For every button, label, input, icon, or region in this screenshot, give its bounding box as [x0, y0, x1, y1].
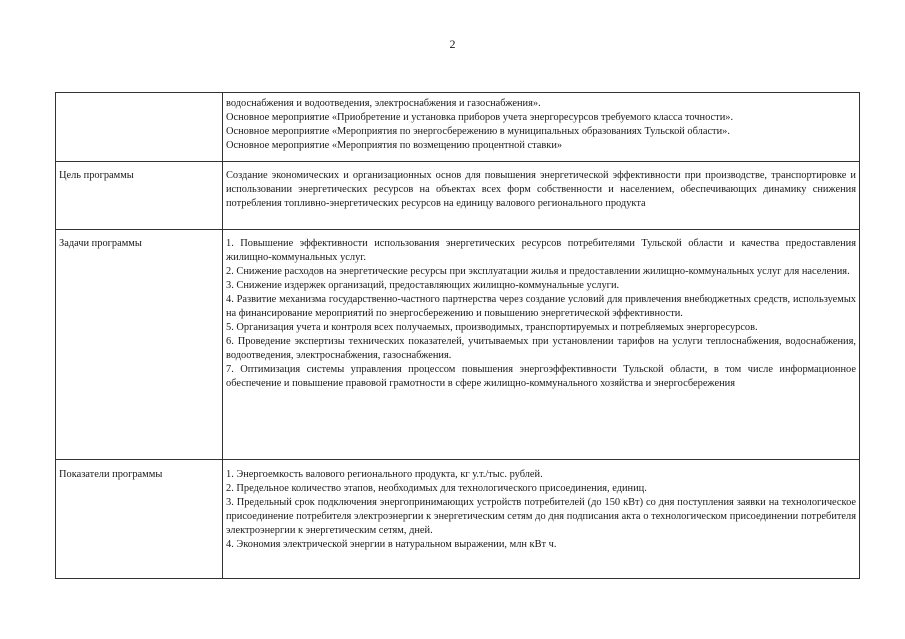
content-paragraph: 1. Повышение эффективности использования энергетических ресурсов потребителями Тульской области и качества предоставления жилищно-коммунальных услуг. — [226, 238, 856, 263]
content-paragraph: 1. Энергоемкость валового регионального продукта, кг у.т./тыс. рублей. — [226, 469, 543, 480]
row-label-cell — [56, 162, 223, 230]
content-paragraph: водоснабжения и водоотведения, электроснабжения и газоснабжения». — [226, 98, 541, 109]
row-content-cell — [223, 460, 860, 579]
row-label — [59, 97, 219, 98]
row-label-cell — [56, 460, 223, 579]
content-paragraph: 7. Оптимизация системы управления процессом повышения энергоэффективности Тульской области, в том числе информационное обеспечение и повышение правовой грамотности в сфере жилищно-коммунального хозяйства и энергосбережения — [226, 364, 856, 389]
table-row-continuation — [56, 93, 860, 162]
content-paragraph: Основное мероприятие «Мероприятия по энергосбережению в муниципальных образованиях Тульской области». — [226, 126, 730, 137]
page-number: 2 — [449, 37, 456, 51]
row-content-cell — [223, 93, 860, 162]
content-paragraph: 2. Снижение расходов на энергетические ресурсы при эксплуатации жилья и предоставлении жилищно-коммунальных услуг для населения. — [226, 266, 850, 277]
table-row-goal — [56, 162, 860, 230]
row-label-cell — [56, 230, 223, 460]
content-paragraph: 5. Организация учета и контроля всех получаемых, производимых, транспортируемых и потребляемых энергоресурсов. — [226, 322, 758, 333]
content-paragraph: Создание экономических и организационных основ для повышения энергетической эффективности при производстве, транспортировке и использовании энергетических ресурсов на объектах всех форм собственности и населением, обеспечивающих динамику снижения потребления топливно-энергетических ресурсов на единицу валового регионального продукта — [226, 170, 856, 209]
content-paragraph: 4. Развитие механизма государственно-частного партнерства через создание условий для привлечения внебюджетных средств, используемых на финансирование мероприятий по энергосбережению и повышению энергетической эффективности. — [226, 294, 856, 319]
content-paragraph: Основное мероприятие «Приобретение и установка приборов учета энергоресурсов требуемого класса точности». — [226, 112, 734, 123]
content-paragraph: Основное мероприятие «Мероприятия по возмещению процентной ставки» — [226, 140, 563, 151]
row-label: Показатели программы — [59, 469, 163, 480]
row-content-cell — [223, 162, 860, 230]
program-passport-table — [55, 92, 860, 579]
content-paragraph: 3. Снижение издержек организаций, предоставляющих жилищно-коммунальные услуги. — [226, 280, 620, 291]
table-row-indicators — [56, 460, 860, 579]
table-row-tasks — [56, 230, 860, 460]
row-label: Цель программы — [59, 170, 134, 181]
content-paragraph: 4. Экономия электрической энергии в натуральном выражении, млн кВт ч. — [226, 539, 557, 550]
content-paragraph: 2. Предельное количество этапов, необходимых для технологического присоединения, единиц. — [226, 483, 647, 494]
row-label: Задачи программы — [59, 238, 142, 249]
content-paragraph: 6. Проведение экспертизы технических показателей, учитываемых при установлении тарифов на услуги теплоснабжения, водоснабжения, водоотведения, электроснабжения, газоснабжения. — [226, 336, 856, 361]
row-label-cell — [56, 93, 223, 162]
row-content-cell — [223, 230, 860, 460]
content-paragraph: 3. Предельный срок подключения энергопринимающих устройств потребителей (до 150 кВт) со дня поступления заявки на технологическое присоединение потребителя электроэнергии к энергетическим сетям до дня подписания акта о технологическом присоединении потребителя электроэнергии к энергетическим сетям, дней. — [226, 497, 856, 536]
